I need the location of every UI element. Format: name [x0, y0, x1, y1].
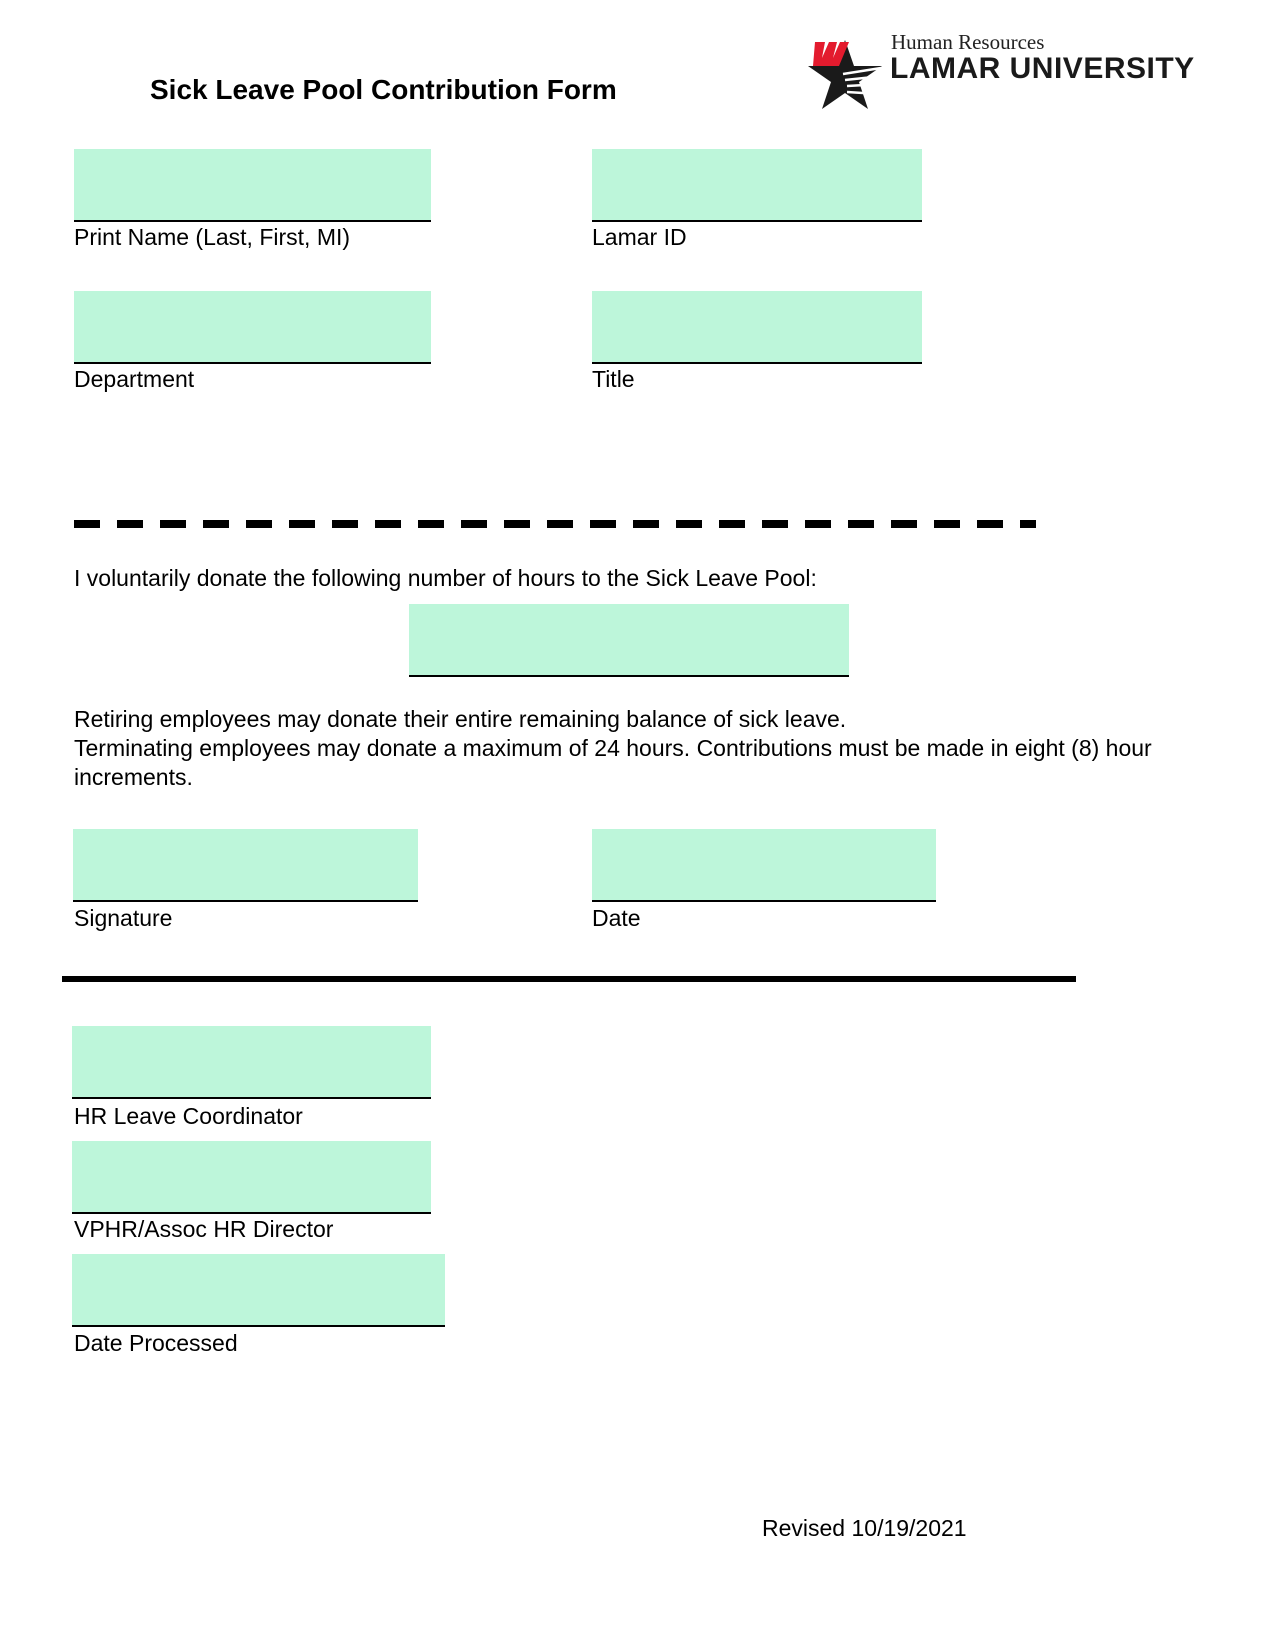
- lamar-hr-logo: [803, 30, 1203, 114]
- title-label: Title: [592, 366, 635, 392]
- lamar-id-field[interactable]: [592, 149, 922, 222]
- department-field[interactable]: [74, 291, 431, 364]
- terminating-note: Terminating employees may donate a maximum of 24 hours. Contributions must be made in eight (8) hour increments.: [74, 735, 1152, 790]
- date-label: Date: [592, 905, 641, 931]
- department-label: Department: [74, 366, 195, 392]
- logo-department-text: Human Resources: [891, 30, 1045, 54]
- signature-label: Signature: [74, 905, 173, 931]
- donation-hours-field[interactable]: [409, 604, 849, 677]
- print-name-field[interactable]: [74, 149, 431, 222]
- lamar-star-logo-icon: [803, 36, 887, 114]
- vphr-director-field[interactable]: [72, 1141, 431, 1214]
- revision-date: Revised 10/19/2021: [762, 1515, 967, 1541]
- date-field[interactable]: [592, 829, 936, 902]
- date-processed-field[interactable]: [72, 1254, 445, 1327]
- dashed-separator: [74, 520, 1044, 528]
- date-processed-label: Date Processed: [74, 1330, 238, 1356]
- vphr-director-label: VPHR/Assoc HR Director: [74, 1216, 334, 1242]
- lamar-id-label: Lamar ID: [592, 224, 687, 250]
- hr-leave-coordinator-field[interactable]: [72, 1026, 431, 1099]
- office-use-separator: [62, 976, 1076, 982]
- title-field[interactable]: [592, 291, 922, 364]
- form-title: Sick Leave Pool Contribution Form: [150, 74, 617, 105]
- retiring-note: Retiring employees may donate their entire remaining balance of sick leave.: [74, 706, 847, 732]
- signature-field[interactable]: [73, 829, 418, 902]
- logo-university-text: LAMAR UNIVERSITY: [890, 52, 1195, 85]
- hr-leave-coordinator-label: HR Leave Coordinator: [74, 1103, 303, 1129]
- print-name-label: Print Name (Last, First, MI): [74, 224, 351, 250]
- donation-statement: I voluntarily donate the following number of hours to the Sick Leave Pool:: [74, 565, 817, 591]
